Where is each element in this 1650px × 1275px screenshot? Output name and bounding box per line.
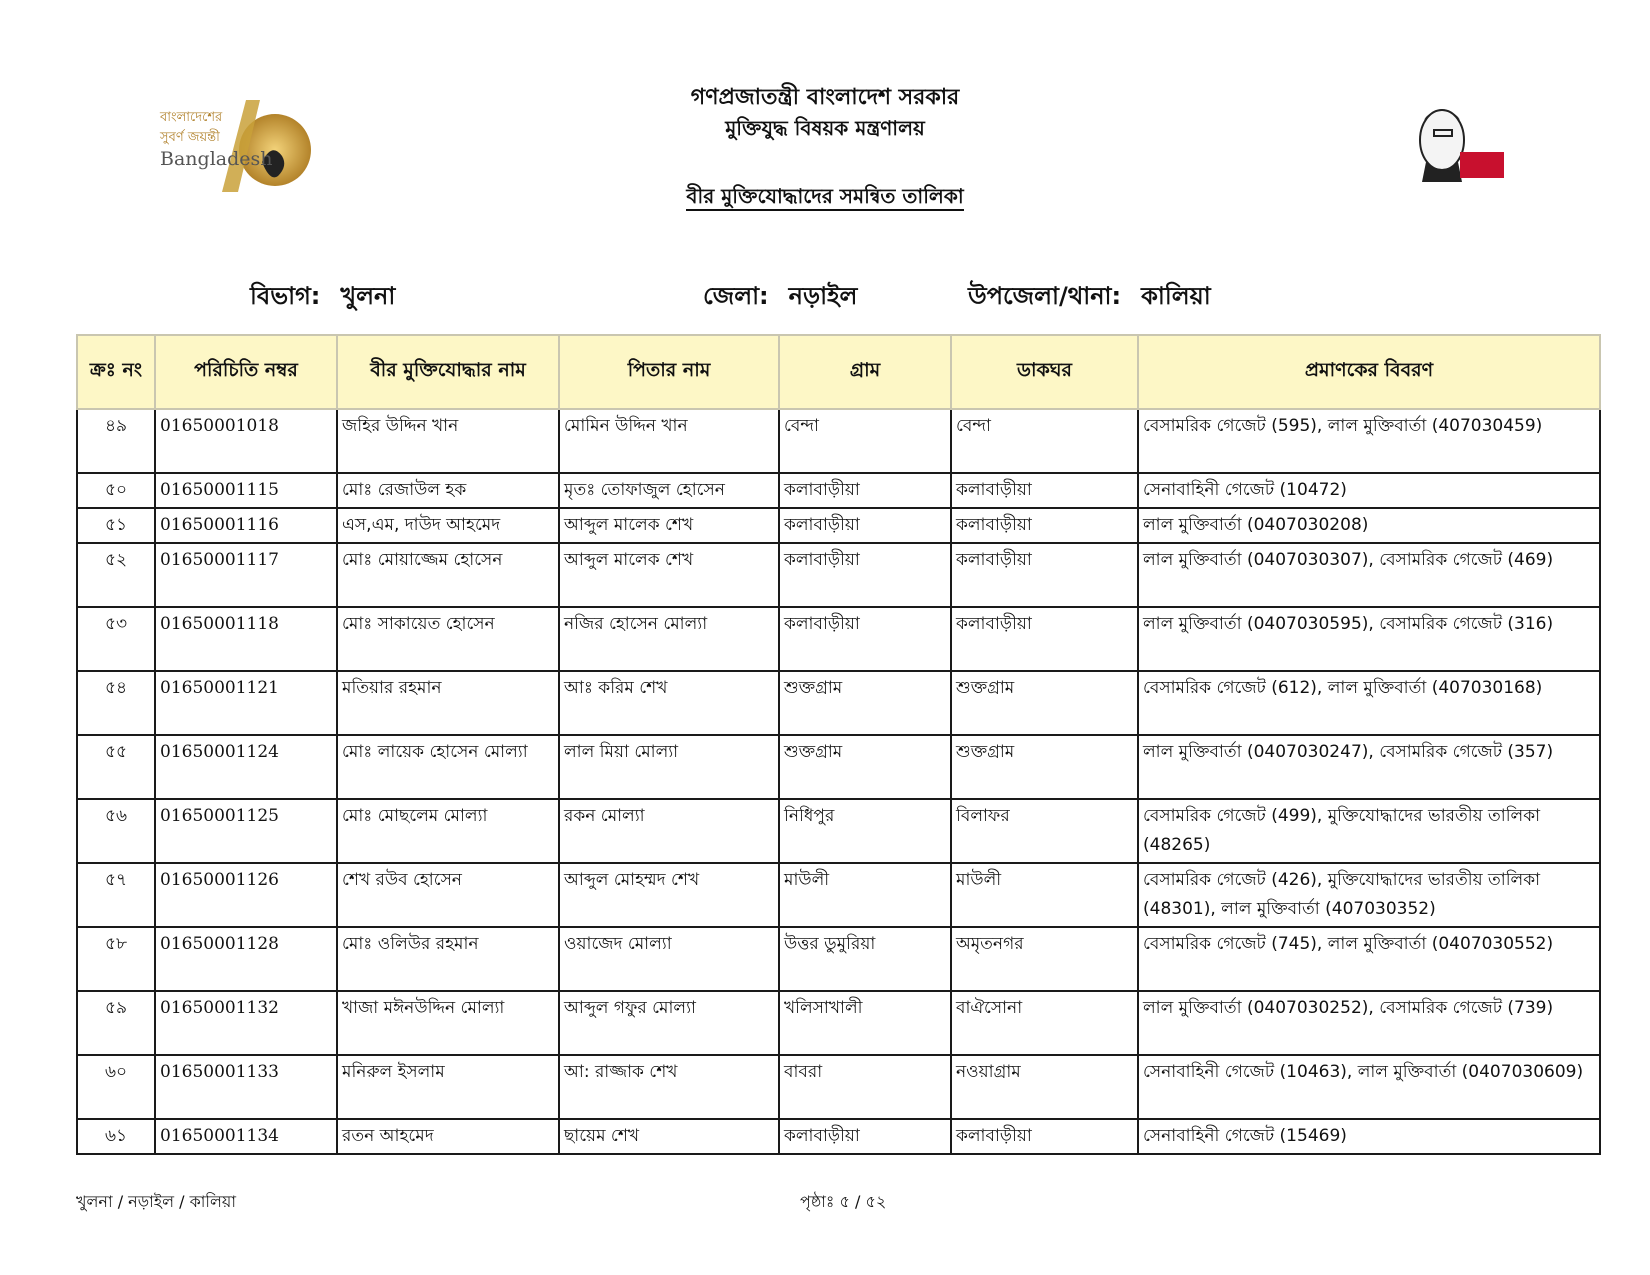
- row-id: 01650001128: [155, 927, 337, 991]
- division-field: [250, 278, 395, 318]
- row-serial: ৫৪: [77, 671, 155, 735]
- row-post-office: কলাবাড়ীয়া: [951, 543, 1138, 607]
- row-father-name: নজির হোসেন মোল্যা: [559, 607, 779, 671]
- row-serial: ৫২: [77, 543, 155, 607]
- row-village: শুক্তগ্রাম: [779, 735, 951, 799]
- row-father-name: রকন মোল্যা: [559, 799, 779, 863]
- row-village: শুক্তগ্রাম: [779, 671, 951, 735]
- table-row: [77, 607, 1600, 671]
- col-certificate: প্রমাণকের বিবরণ: [1138, 335, 1600, 409]
- row-post-office: বেন্দা: [951, 409, 1138, 473]
- division-label: বিভাগ:: [250, 282, 321, 310]
- row-name: মোঃ ওলিউর রহমান: [337, 927, 559, 991]
- row-father-name: আব্দুল মালেক শেখ: [559, 508, 779, 543]
- row-serial: ৫৯: [77, 991, 155, 1055]
- footer-page-number: পৃষ্ঠাঃ ৫ / ৫২: [800, 1192, 887, 1211]
- row-serial: ৫৮: [77, 927, 155, 991]
- row-post-office: কলাবাড়ীয়া: [951, 508, 1138, 543]
- row-father-name: মোমিন উদ্দিন খান: [559, 409, 779, 473]
- upazila-value: কালিয়া: [1141, 282, 1211, 310]
- col-village: গ্রাম: [779, 335, 951, 409]
- row-village: খলিসাখালী: [779, 991, 951, 1055]
- row-name: মোঃ লায়েক হোসেন মোল্যা: [337, 735, 559, 799]
- row-name: মোঃ মোয়াজ্জেম হোসেন: [337, 543, 559, 607]
- row-father-name: ওয়াজেদ মোল্যা: [559, 927, 779, 991]
- row-serial: ৫৭: [77, 863, 155, 927]
- district-field: [703, 278, 857, 318]
- col-post-office: ডাকঘর: [951, 335, 1138, 409]
- row-id: 01650001018: [155, 409, 337, 473]
- row-name: জহির উদ্দিন খান: [337, 409, 559, 473]
- row-serial: ৫৩: [77, 607, 155, 671]
- row-post-office: কলাবাড়ীয়া: [951, 473, 1138, 508]
- upazila-field: [968, 278, 1211, 318]
- col-id: পরিচিতি নম্বর: [155, 335, 337, 409]
- row-serial: ৪৯: [77, 409, 155, 473]
- upazila-label: উপজেলা/থানা:: [968, 282, 1122, 310]
- row-village: কলাবাড়ীয়া: [779, 473, 951, 508]
- row-name: মতিয়ার রহমান: [337, 671, 559, 735]
- row-id: 01650001118: [155, 607, 337, 671]
- row-father-name: আব্দুল মোহম্মদ শেখ: [559, 863, 779, 927]
- row-post-office: শুক্তগ্রাম: [951, 735, 1138, 799]
- table-row: [77, 735, 1600, 799]
- row-name: শেখ রউব হোসেন: [337, 863, 559, 927]
- govt-title: গণপ্রজাতন্ত্রী বাংলাদেশ সরকার: [690, 85, 960, 110]
- row-village: বাবরা: [779, 1055, 951, 1119]
- row-post-office: বিলাফর: [951, 799, 1138, 863]
- row-certificate: বেসামরিক গেজেট (595), লাল মুক্তিবার্তা (407030459): [1138, 409, 1600, 473]
- table-row: [77, 671, 1600, 735]
- table-header-row: [77, 335, 1600, 409]
- division-value: খুলনা: [340, 282, 396, 310]
- logo-line1: বাংলাদেশের: [160, 110, 223, 125]
- district-value: নড়াইল: [788, 282, 858, 310]
- row-post-office: কলাবাড়ীয়া: [951, 607, 1138, 671]
- row-certificate: লাল মুক্তিবার্তা (0407030247), বেসামরিক গেজেট (357): [1138, 735, 1600, 799]
- logo-line2: সুবর্ণ জয়ন্তী: [160, 130, 220, 145]
- row-post-office: শুক্তগ্রাম: [951, 671, 1138, 735]
- row-id: 01650001124: [155, 735, 337, 799]
- row-name: মোঃ সাকায়েত হোসেন: [337, 607, 559, 671]
- row-father-name: আব্দুল মালেক শেখ: [559, 543, 779, 607]
- row-id: 01650001121: [155, 671, 337, 735]
- row-village: কলাবাড়ীয়া: [779, 508, 951, 543]
- row-certificate: লাল মুক্তিবার্তা (0407030252), বেসামরিক গেজেট (739): [1138, 991, 1600, 1055]
- row-serial: ৬১: [77, 1119, 155, 1154]
- ministry-title: মুক্তিযুদ্ধ বিষয়ক মন্ত্রণালয়: [725, 116, 925, 140]
- row-certificate: বেসামরিক গেজেট (745), লাল মুক্তিবার্তা (0407030552): [1138, 927, 1600, 991]
- row-serial: ৫৬: [77, 799, 155, 863]
- row-id: 01650001116: [155, 508, 337, 543]
- row-father-name: আঃ করিম শেখ: [559, 671, 779, 735]
- row-id: 01650001125: [155, 799, 337, 863]
- row-village: উত্তর ডুমুরিয়া: [779, 927, 951, 991]
- row-father-name: আব্দুল গফুর মোল্যা: [559, 991, 779, 1055]
- row-village: মাউলী: [779, 863, 951, 927]
- row-village: কলাবাড়ীয়া: [779, 1119, 951, 1154]
- row-certificate: লাল মুক্তিবার্তা (0407030307), বেসামরিক গেজেট (469): [1138, 543, 1600, 607]
- table-row: [77, 991, 1600, 1055]
- table-row: [77, 1055, 1600, 1119]
- mujib-100-label: 100: [1462, 152, 1492, 168]
- col-father: পিতার নাম: [559, 335, 779, 409]
- row-certificate: লাল মুক্তিবার্তা (0407030595), বেসামরিক গেজেট (316): [1138, 607, 1600, 671]
- row-certificate: সেনাবাহিনী গেজেট (10472): [1138, 473, 1600, 508]
- row-name: রতন আহমেদ: [337, 1119, 559, 1154]
- row-village: নিধিপুর: [779, 799, 951, 863]
- row-name: এস,এম, দাউদ আহমেদ: [337, 508, 559, 543]
- table-row: [77, 799, 1600, 863]
- footer-location: খুলনা / নড়াইল / কালিয়া: [76, 1192, 236, 1211]
- table-row: [77, 409, 1600, 473]
- table-row: [77, 508, 1600, 543]
- row-certificate: বেসামরিক গেজেট (612), লাল মুক্তিবার্তা (407030168): [1138, 671, 1600, 735]
- table-row: [77, 1119, 1600, 1154]
- row-name: মোঃ মোছলেম মোল্যা: [337, 799, 559, 863]
- row-father-name: আ: রাজ্জাক শেখ: [559, 1055, 779, 1119]
- table-row: [77, 473, 1600, 508]
- row-serial: ৫৫: [77, 735, 155, 799]
- logo-brand: Bangladesh: [160, 148, 273, 170]
- row-id: 01650001134: [155, 1119, 337, 1154]
- row-father-name: মৃতঃ তোফাজুল হোসেন: [559, 473, 779, 508]
- row-name: মোঃ রেজাউল হক: [337, 473, 559, 508]
- row-village: কলাবাড়ীয়া: [779, 543, 951, 607]
- row-certificate: বেসামরিক গেজেট (499), মুক্তিযোদ্ধাদের ভারতীয় তালিকা (48265): [1138, 799, 1600, 863]
- row-post-office: মাউলী: [951, 863, 1138, 927]
- row-id: 01650001133: [155, 1055, 337, 1119]
- table-row: [77, 927, 1600, 991]
- row-serial: ৫০: [77, 473, 155, 508]
- row-id: 01650001117: [155, 543, 337, 607]
- col-name: বীর মুক্তিযোদ্ধার নাম: [337, 335, 559, 409]
- col-serial: ক্রঃ নং: [77, 335, 155, 409]
- row-certificate: সেনাবাহিনী গেজেট (15469): [1138, 1119, 1600, 1154]
- row-village: কলাবাড়ীয়া: [779, 607, 951, 671]
- row-post-office: কলাবাড়ীয়া: [951, 1119, 1138, 1154]
- row-name: খাজা মঈনউদ্দিন মোল্যা: [337, 991, 559, 1055]
- page-title: বীর মুক্তিযোদ্ধাদের সমন্বিত তালিকা: [0, 182, 1650, 215]
- row-serial: ৬০: [77, 1055, 155, 1119]
- row-village: বেন্দা: [779, 409, 951, 473]
- row-serial: ৫১: [77, 508, 155, 543]
- district-label: জেলা:: [703, 282, 769, 310]
- row-id: 01650001115: [155, 473, 337, 508]
- table-row: [77, 543, 1600, 607]
- row-certificate: বেসামরিক গেজেট (426), মুক্তিযোদ্ধাদের ভারতীয় তালিকা (48301), লাল মুক্তিবার্তা (407030352): [1138, 863, 1600, 927]
- row-post-office: অমৃতনগর: [951, 927, 1138, 991]
- row-post-office: বাঐসোনা: [951, 991, 1138, 1055]
- row-post-office: নওয়াগ্রাম: [951, 1055, 1138, 1119]
- row-id: 01650001132: [155, 991, 337, 1055]
- row-id: 01650001126: [155, 863, 337, 927]
- row-father-name: লাল মিয়া মোল্যা: [559, 735, 779, 799]
- table-row: [77, 863, 1600, 927]
- row-certificate: লাল মুক্তিবার্তা (0407030208): [1138, 508, 1600, 543]
- row-father-name: ছায়েম শেখ: [559, 1119, 779, 1154]
- row-name: মনিরুল ইসলাম: [337, 1055, 559, 1119]
- freedom-fighter-table: [76, 334, 1601, 1155]
- row-certificate: সেনাবাহিনী গেজেট (10463), লাল মুক্তিবার্তা (0407030609): [1138, 1055, 1600, 1119]
